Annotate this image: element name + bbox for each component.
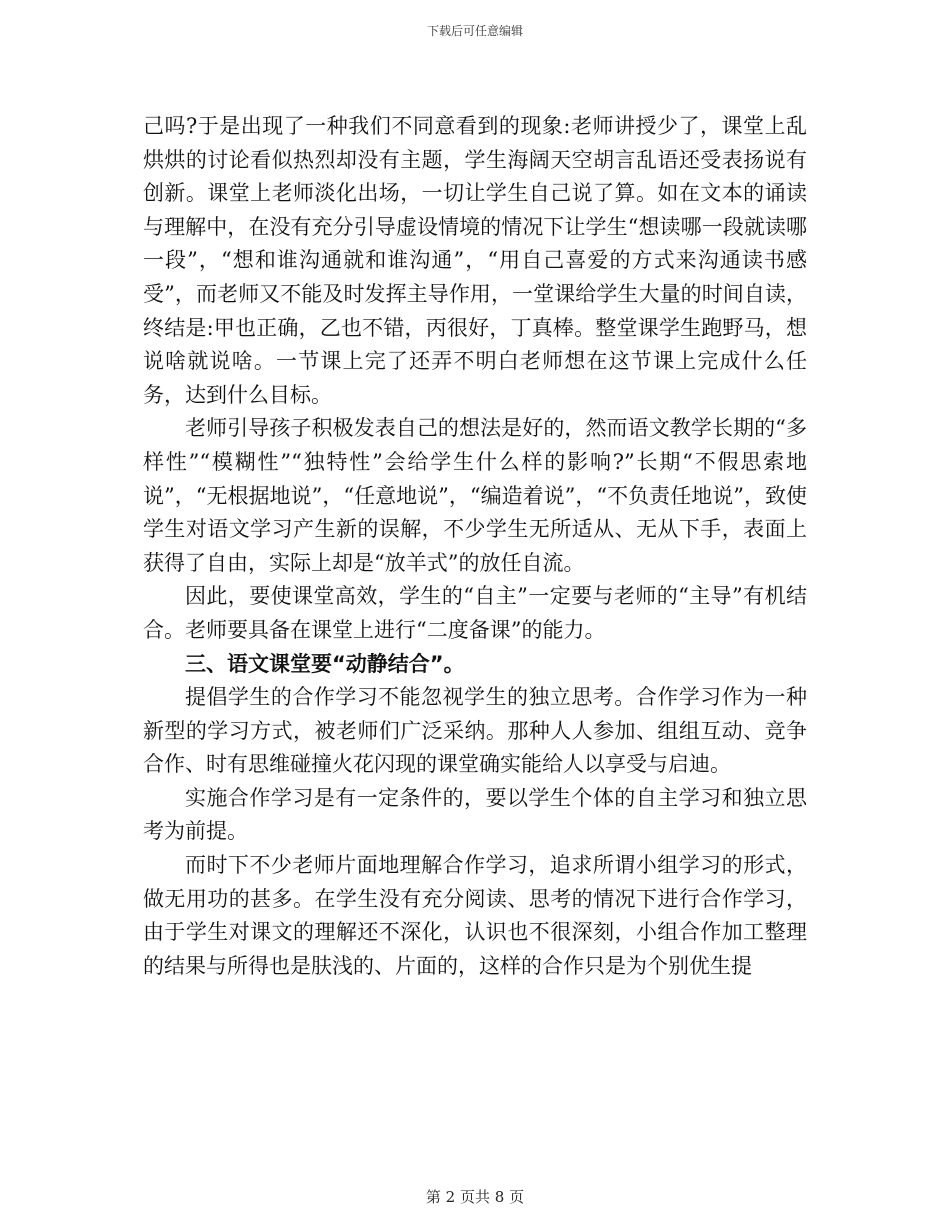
document-body [143,110,807,983]
page-header: 下载后可任意编辑 [426,24,523,38]
paragraph-4: 提倡学生的合作学习不能忽视学生的独立思考。合作学习作为一种新型的学习方式，被老师们广泛采纳。那种人人参加、组组互动、竞争合作、时有思维碰撞火花闪现的课堂确实能给人以享受与启迪。 [143,685,807,777]
paragraph-6: 而时下不少老师片面地理解合作学习，追求所谓小组学习的形式，做无用功的甚多。在学生没有充分阅读、思考的情况下进行合作学习，由于学生对课文的理解还不深化，认识也不很深刻，小组合作加工整理的结果与所得也是肤浅的、片面的，这样的合作只是为个别优生提 [143,853,807,978]
section-heading: 三、语文课堂要“动静结合”。 [185,651,465,676]
paragraph-2: 老师引导孩子积极发表自己的想法是好的，然而语文教学长期的“多样性”“模糊性”“独特性”会给学生什么样的影响?”长期“不假思索地说”，“无根据地说”，“任意地说”，“编造着说”，“不负责任地说”，致使学生对语文学习产生新的误解，不少学生无所适从、无从下手，表面上获得了自由，实际上却是“放羊式”的放任自流。 [143,416,807,575]
paragraph-1: 己吗?于是出现了一种我们不同意看到的现象:老师讲授少了，课堂上乱烘烘的讨论看似热烈却没有主题，学生海阔天空胡言乱语还受表扬说有创新。课堂上老师淡化出场，一切让学生自己说了算。如在文本的诵读与理解中，在没有充分引导虚设情境的情况下让学生“想读哪一段就读哪一段”，“想和谁沟通就和谁沟通”，“用自己喜爱的方式来沟通读书感受”，而老师又不能及时发挥主导作用，一堂课给学生大量的时间自读，终结是:甲也正确，乙也不错，丙很好，丁真棒。整堂课学生跑野马，想说啥就说啥。一节课上完了还弄不明白老师想在这节课上完成什么任务，达到什么目标。 [143,114,807,407]
paragraph-3: 因此，要使课堂高效，学生的“自主”一定要与老师的“主导”有机结合。老师要具备在课堂上进行“二度备课”的能力。 [143,584,807,642]
paragraph-5: 实施合作学习是有一定条件的，要以学生个体的自主学习和独立思考为前提。 [143,785,807,844]
page-number-footer: 第 2 页共 8 页 [425,1188,525,1206]
